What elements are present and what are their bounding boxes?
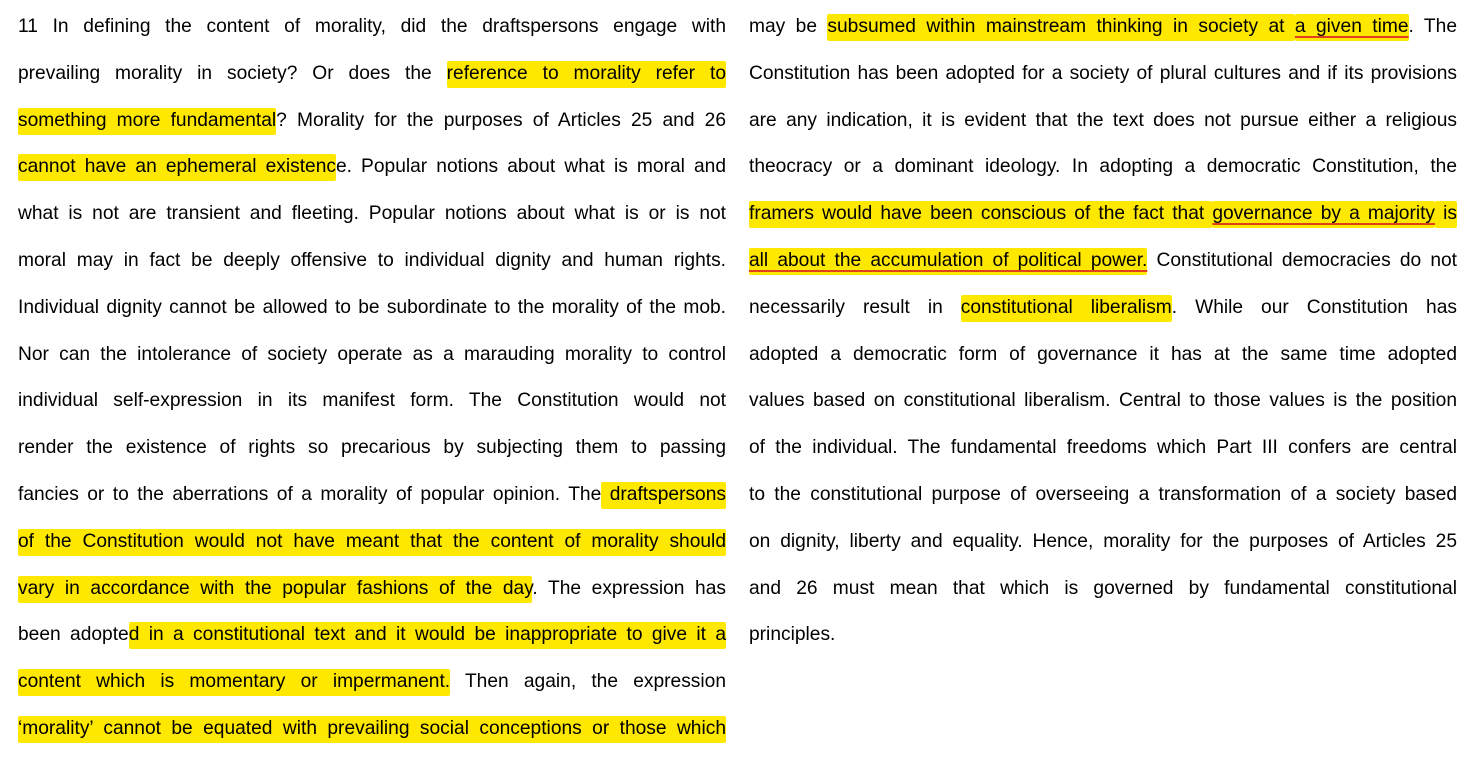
text-line bbox=[18, 576, 726, 602]
text-line bbox=[749, 154, 1457, 180]
highlighted-text: d in a constitutional text and it would be inappropriate to give it a bbox=[129, 622, 726, 649]
text-line bbox=[749, 14, 1457, 40]
highlighted-text: draftspersons bbox=[601, 482, 726, 509]
text-segment: necessarily result in bbox=[749, 296, 961, 318]
text-segment: values based on constitutional liberalism. Central to those values is the position bbox=[749, 390, 1457, 412]
text-segment: adopted a democratic form of governance it has at the same time adopted bbox=[749, 343, 1457, 365]
text-segment: prevailing morality in society? Or does the bbox=[18, 62, 447, 84]
text-line bbox=[18, 201, 726, 227]
highlighted-text: subsumed within mainstream thinking in society at bbox=[827, 14, 1294, 41]
text-line bbox=[749, 295, 1457, 321]
text-segment: render the existence of rights so precarious by subjecting them to passing bbox=[18, 437, 726, 459]
text-line bbox=[749, 201, 1457, 227]
highlighted-text: constitutional liberalism bbox=[961, 295, 1172, 322]
highlighted-underlined-text: a given time bbox=[1295, 14, 1409, 41]
text-segment: Constitutional democracies do not bbox=[1147, 250, 1457, 271]
text-segment: e. Popular notions about what is moral and bbox=[335, 156, 726, 178]
text-line bbox=[749, 576, 1457, 602]
text-line bbox=[18, 435, 726, 461]
highlighted-underlined-text: governance by a majority bbox=[1212, 201, 1435, 228]
text-line bbox=[18, 61, 726, 87]
text-segment: ? Morality for the purposes of Articles 25 and 26 bbox=[276, 109, 726, 131]
text-line bbox=[18, 248, 726, 274]
text-line bbox=[18, 622, 726, 648]
text-segment: . While our Constitution has bbox=[1171, 296, 1457, 318]
text-segment: Individual dignity cannot be allowed to be subordinate to the morality of the mob. bbox=[18, 296, 726, 318]
text-segment: moral may in fact be deeply offensive to individual dignity and human rights. bbox=[18, 250, 726, 271]
text-segment: what is not are transient and fleeting. Popular notions about what is or is not bbox=[18, 203, 726, 225]
text-segment: Nor can the intolerance of society operate as a marauding morality to control bbox=[18, 343, 726, 365]
text-line bbox=[18, 669, 726, 695]
highlighted-text: something more fundamental bbox=[18, 108, 276, 135]
text-segment: may be bbox=[749, 16, 828, 37]
text-segment: fancies or to the aberrations of a morality of popular opinion. The bbox=[18, 484, 602, 505]
text-line bbox=[18, 14, 726, 40]
text-line bbox=[749, 529, 1457, 555]
highlighted-text: ‘morality’ cannot be equated with prevailing social conceptions or those which bbox=[18, 716, 726, 743]
text-line bbox=[18, 529, 726, 555]
text-line bbox=[18, 342, 726, 368]
highlighted-text: reference to morality refer to bbox=[447, 61, 726, 88]
text-line bbox=[749, 108, 1457, 134]
highlighted-text: vary in accordance with the popular fashions of the day bbox=[18, 576, 532, 603]
text-segment: principles. bbox=[749, 624, 836, 646]
text-line bbox=[749, 435, 1457, 461]
highlighted-text: of the Constitution would not have meant that the content of morality should bbox=[18, 529, 726, 556]
highlighted-text: cannot have an ephemeral existenc bbox=[18, 154, 336, 181]
text-segment: to the constitutional purpose of overseeing a transformation of a society based bbox=[749, 484, 1457, 505]
text-segment: 11 In defining the content of morality, did the draftspersons engage with bbox=[18, 16, 726, 37]
text-line bbox=[18, 295, 726, 321]
text-line bbox=[749, 388, 1457, 414]
text-segment: individual self-expression in its manifest form. The Constitution would not bbox=[18, 390, 726, 412]
highlighted-text: is bbox=[1435, 201, 1457, 228]
text-line bbox=[749, 482, 1457, 508]
text-line bbox=[18, 716, 726, 742]
text-line bbox=[749, 622, 1457, 648]
text-segment: on dignity, liberty and equality. Hence, morality for the purposes of Articles 25 bbox=[749, 530, 1457, 552]
text-line bbox=[749, 61, 1457, 87]
text-segment: . The expression has bbox=[532, 577, 726, 599]
text-segment: Constitution has been adopted for a society of plural cultures and if its provisions bbox=[749, 62, 1457, 84]
highlighted-underlined-text: all about the accumulation of political power. bbox=[749, 248, 1147, 275]
text-line bbox=[749, 342, 1457, 368]
text-segment: theocracy or a dominant ideology. In adopting a democratic Constitution, the bbox=[749, 156, 1457, 178]
text-segment: Then again, the expression bbox=[450, 671, 727, 693]
text-segment: been adopte bbox=[18, 624, 129, 646]
text-segment: are any indication, it is evident that the text does not pursue either a religious bbox=[749, 109, 1457, 131]
text-line bbox=[18, 108, 726, 134]
text-segment: . The bbox=[1408, 16, 1457, 37]
text-line bbox=[18, 388, 726, 414]
text-line bbox=[18, 154, 726, 180]
text-line bbox=[18, 482, 726, 508]
text-line bbox=[749, 248, 1457, 274]
text-segment: and 26 must mean that which is governed by fundamental constitutional bbox=[749, 577, 1457, 599]
highlighted-text: content which is momentary or impermanent. bbox=[18, 669, 450, 696]
text-segment: of the individual. The fundamental freedoms which Part III confers are central bbox=[749, 437, 1457, 459]
highlighted-text: framers would have been conscious of the fact that bbox=[749, 201, 1212, 228]
